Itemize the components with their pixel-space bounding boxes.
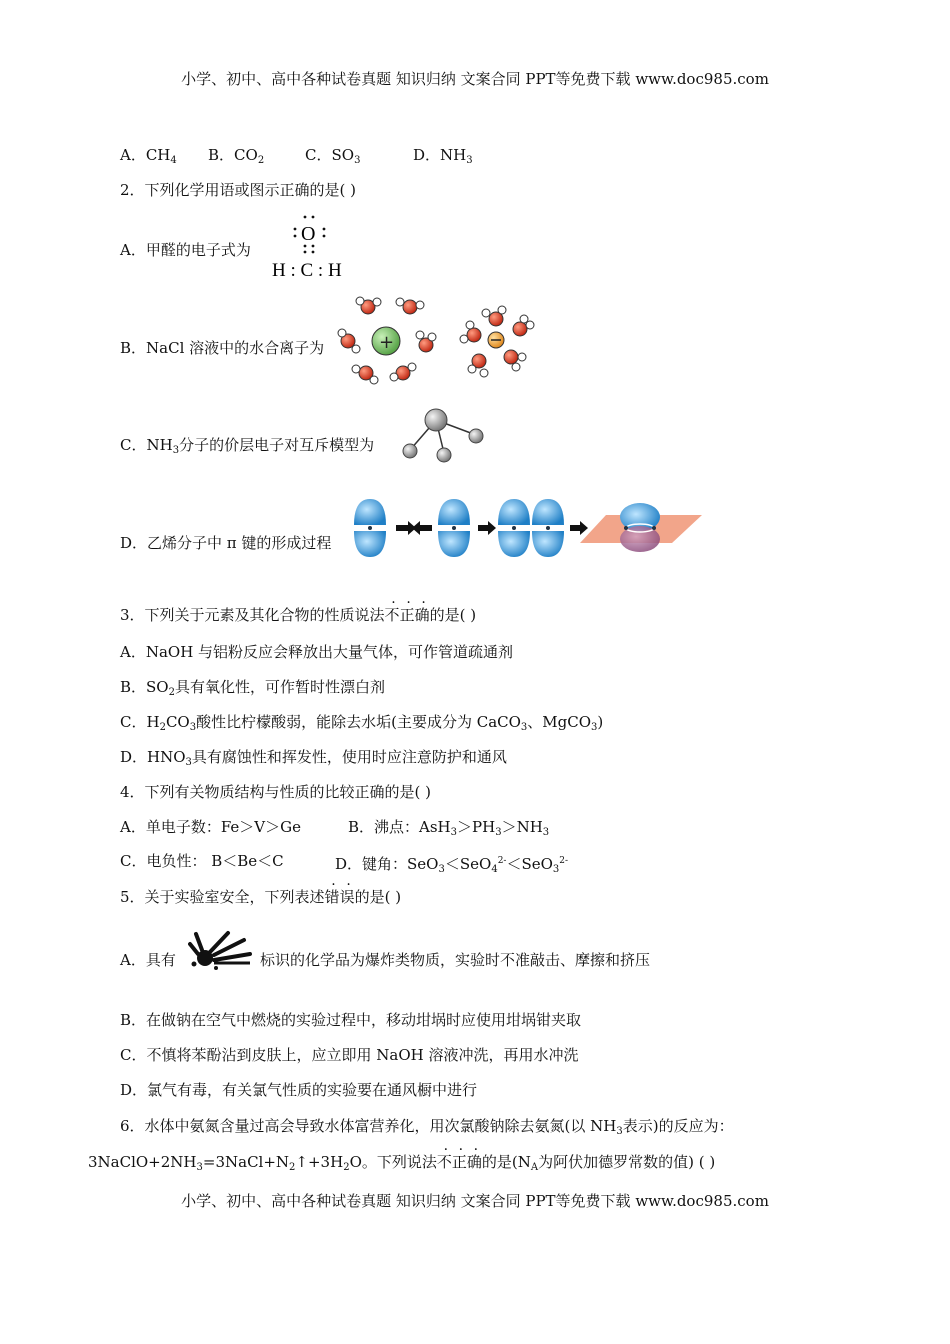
arrow-right-icon — [478, 521, 496, 535]
q2-option-a: A．甲醛的电子式为 — [120, 241, 251, 259]
q1-option-a: A．$CH_4$ — [120, 146, 177, 166]
q5-option-a-prefix: A．具有 — [120, 951, 176, 969]
q3-stem: 3．下列关于元素及其化合物的性质说法不正确的是( ) — [120, 606, 477, 624]
q4-option-b: B．沸点：$AsH_3>PH_3>NH_3$ — [348, 818, 550, 838]
q1-options — [120, 145, 473, 171]
q4-option-d: D．键角：SeO$_3$＜SeO$_4^{2-}$＜SeO$_3^{2-}$ — [335, 855, 569, 875]
q2-option-d: D．乙烯分子中 π 键的形成过程 — [120, 534, 332, 552]
q6-stem-line1: 6．水体中氨氮含量过高会导致水体富营养化，用次氯酸钠除去氨氮(以 $NH_3$表示)的反应为： — [120, 1117, 734, 1137]
q2-stem: 2．下列化学用语或图示正确的是( ) — [120, 181, 357, 199]
q5-stem: 5．关于实验室安全，下列表述错误的是( ) — [120, 888, 402, 906]
p-orbital-2 — [438, 499, 470, 557]
q5-option-a-text: 标识的化学品为爆炸类物质，实验时不准敲击、摩擦和挤压 — [260, 951, 651, 969]
q2-option-b: B．NaCl 溶液中的水合离子为 — [120, 339, 325, 357]
q4-stem: 4．下列有关物质结构与性质的比较正确的是( ) — [120, 783, 432, 801]
formula-o: O — [301, 223, 316, 245]
page-footer: 小学、初中、高中各种试卷真题 知识归纳 文案合同 PPT等免费下载 www.doc985.com — [181, 1192, 769, 1210]
page-header: 小学、初中、高中各种试卷真题 知识归纳 文案合同 PPT等免费下载 www.doc985.com — [181, 70, 769, 88]
q4-option-c: C．电负性： B＜Be＜C — [120, 852, 284, 870]
pi-bond-result — [580, 503, 702, 552]
sodium-cation-hydrated — [338, 297, 436, 384]
q1-option-c: C．$SO_3$ — [305, 146, 361, 166]
pi-bond-formation-figure — [350, 495, 706, 561]
formula-hch: H : C : H — [272, 260, 342, 281]
q3-option-b: B．$SO_2$具有氧化性，可作暂时性漂白剂 — [120, 678, 385, 698]
q6-stem-line2: $3NaClO+2NH_3=3NaCl+N_2↑+3H_2O$。下列说法不正确的是($N_A$为阿伏加德罗常数的值) ( ) — [88, 1153, 716, 1173]
p-orbital-1 — [354, 499, 386, 557]
q3-option-a: A．NaOH 与铝粉反应会释放出大量气体，可作管道疏通剂 — [120, 643, 514, 661]
q3-option-d: D．$HNO_3$具有腐蚀性和挥发性，使用时应注意防护和通风 — [120, 748, 507, 768]
arrow-left-icon — [412, 521, 432, 535]
chloride-anion-hydrated — [460, 306, 534, 377]
q5-option-d: D．氯气有毒，有关氯气性质的实验要在通风橱中进行 — [120, 1081, 478, 1099]
arrow-right-icon — [570, 521, 588, 535]
hydrated-ions-figure — [336, 293, 546, 385]
p-orbital-pair — [498, 499, 564, 557]
explosive-hazard-icon — [188, 930, 254, 972]
svg-text:+: + — [379, 332, 395, 353]
q5-option-c: C．不慎将苯酚沾到皮肤上，应立即用 NaOH 溶液冲洗，再用水冲洗 — [120, 1046, 579, 1064]
nh3-vsepr-model — [396, 405, 488, 467]
q1-option-d: D．$NH_3$ — [413, 146, 473, 166]
q4-option-a: A．单电子数：Fe＞V＞Ge — [120, 818, 301, 836]
q2-option-c: C．$NH_3$分子的价层电子对互斥模型为 — [120, 436, 375, 456]
formaldehyde-electron-formula — [268, 212, 358, 282]
q5-option-b: B．在做钠在空气中燃烧的实验过程中，移动坩埚时应使用坩埚钳夹取 — [120, 1011, 582, 1029]
q1-option-b: B．$CO_2$ — [208, 146, 265, 166]
q3-option-c: C．$H_2CO_3$酸性比柠檬酸弱，能除去水垢(主要成分为 CaCO$_3$、MgCO$_3$) — [120, 713, 604, 733]
